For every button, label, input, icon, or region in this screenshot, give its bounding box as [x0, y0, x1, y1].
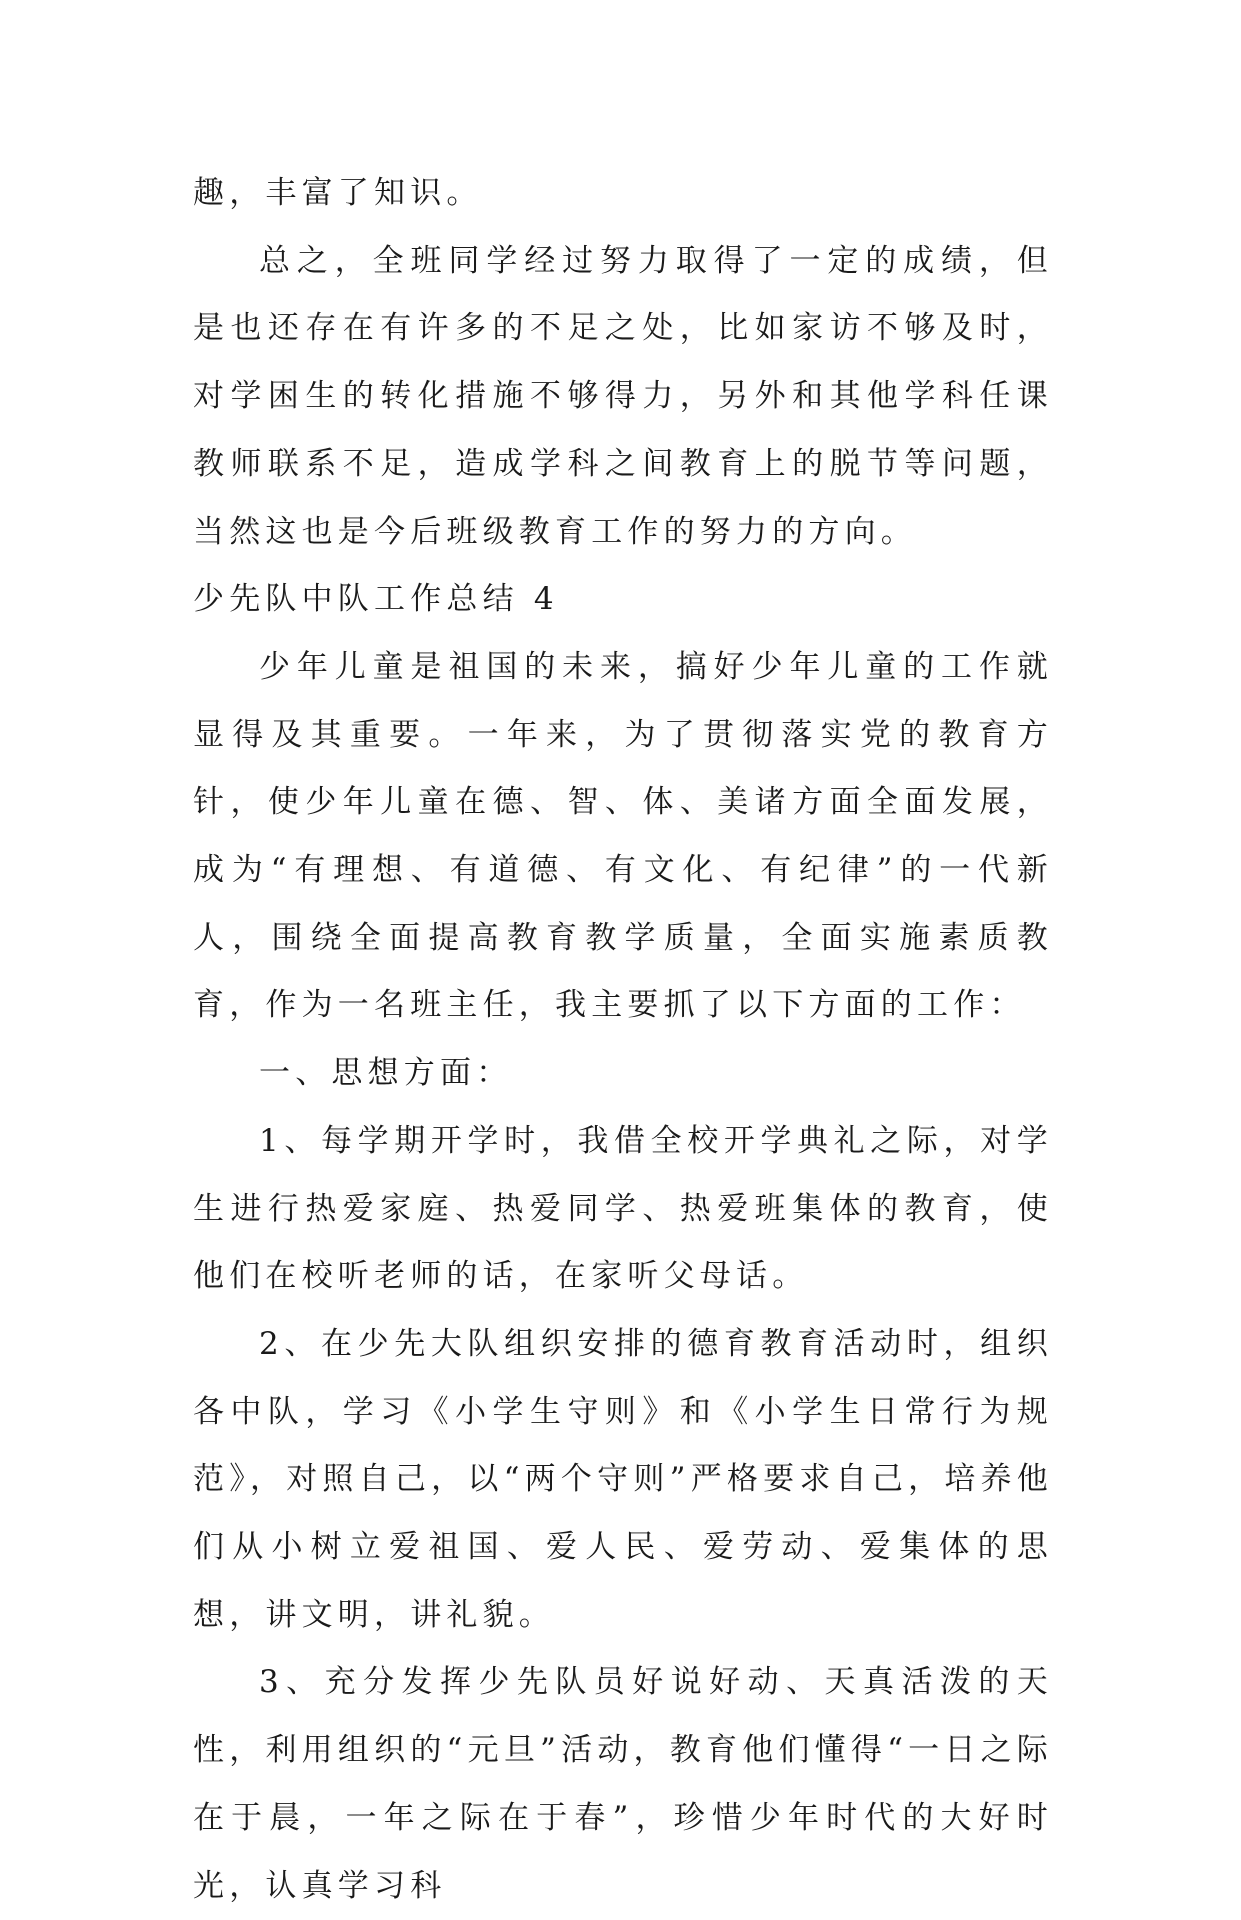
paragraph-item-3: 3、充分发挥少先队员好说好动、天真活泼的天性，利用组织的“元旦”活动，教育他们懂得“一日之际在于晨，一年之际在于春”，珍惜少年时代的大好时光，认真学习科: [193, 1664, 1053, 1904]
paragraph-item-1: 1、每学期开学时，我借全校开学典礼之际，对学生进行热爱家庭、热爱同学、热爱班集体的教育，使他们在校听老师的话，在家听父母话。: [193, 1122, 1053, 1295]
paragraph-intro: 少年儿童是祖国的未来，搞好少年儿童的工作就显得及其重要。一年来，为了贯彻落实党的教育方针，使少年儿童在德、智、体、美诸方面全面发展，成为“有理想、有道德、有文化、有纪律”的一代新人，围绕全面提高教育教学质量，全面实施素质教育，作为一名班主任，我主要抓了以下方面的工作：: [193, 648, 1053, 1024]
section-heading: 少先队中队工作总结 4: [193, 581, 559, 618]
document-body: [193, 160, 1053, 1920]
paragraph-subheading-thought: 一、思想方面：: [259, 1055, 513, 1092]
paragraph-summary: 总之，全班同学经过努力取得了一定的成绩，但是也还存在有许多的不足之处，比如家访不够及时，对学困生的转化措施不够得力，另外和其他学科任课教师联系不足，造成学科之间教育上的脱节等问题，当然这也是今后班级教育工作的努力的方向。: [193, 242, 1053, 550]
paragraph-continuation: 趣，丰富了知识。: [193, 175, 483, 211]
paragraph-item-2: 2、在少先大队组织安排的德育教育活动时，组织各中队，学习《小学生守则》和《小学生日常行为规范》，对照自己，以“两个守则”严格要求自己，培养他们从小树立爱祖国、爱人民、爱劳动、爱集体的思想，讲文明，讲礼貌。: [193, 1325, 1053, 1633]
